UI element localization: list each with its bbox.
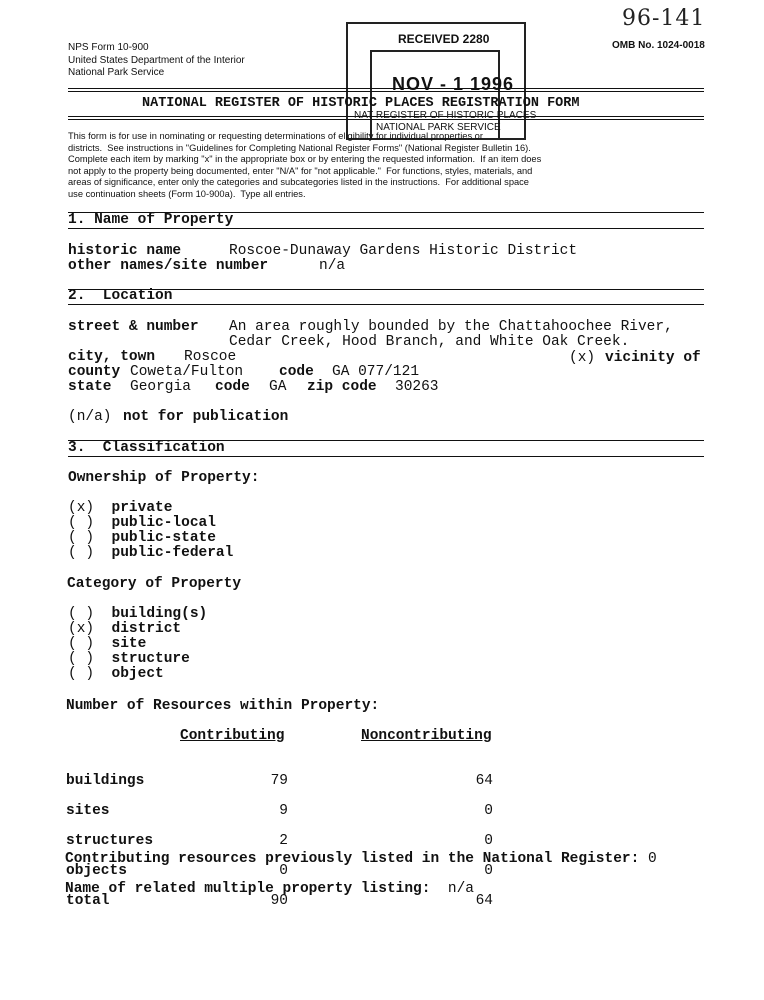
noncontributing-count: 0 — [484, 863, 493, 879]
historic-name-value: Roscoe-Dunaway Gardens Historic District — [229, 243, 578, 259]
resource-type: sites — [66, 803, 110, 819]
option-label: building(s) — [111, 606, 208, 622]
county-code-value: GA 077/121 — [332, 364, 420, 380]
noncontributing-count: 64 — [475, 893, 493, 909]
category-option — [68, 607, 207, 622]
previously-listed-row — [65, 852, 657, 867]
table-row — [66, 834, 493, 849]
street-label: street & number — [68, 319, 199, 335]
section2-rule-bottom — [68, 304, 704, 305]
instruction-line: Complete each item by marking "x" in the appropriate box or by entering the requested information. If an item does — [68, 154, 542, 164]
ownership-heading: Ownership of Property: — [68, 470, 260, 486]
title-rule-top — [68, 88, 704, 89]
other-names-label: other names/site number — [68, 258, 269, 274]
county-label: county — [68, 364, 121, 380]
section1-heading: 1. Name of Property — [68, 212, 234, 228]
category-option — [68, 622, 207, 637]
instruction-line: not apply to the property being documented, enter "N/A" for "not applicable." For functions, styles, materials, and — [68, 165, 533, 176]
resource-type: structures — [66, 833, 154, 849]
checkbox-mark: ( ) — [68, 606, 95, 622]
contributing-count: 9 — [279, 803, 288, 819]
form-title: NATIONAL REGISTER OF HISTORIC PLACES REGISTRATION FORM — [142, 96, 580, 111]
noncontributing-count: 0 — [484, 833, 493, 849]
stamp-register: NAT REGISTER OF HISTORIC PLACES — [354, 110, 537, 121]
section1-rule-bottom — [68, 228, 704, 229]
ownership-option — [68, 501, 233, 516]
category-list — [68, 607, 207, 682]
state-value: Georgia — [130, 379, 191, 395]
publication-checkbox: (n/a) — [68, 409, 112, 425]
noncontributing-column-header: Noncontributing — [361, 728, 492, 744]
vicinity-label: vicinity of — [605, 350, 701, 366]
multiple-listing-value: n/a — [447, 881, 474, 897]
handwritten-reference: 96-141 — [622, 6, 706, 31]
historic-name-label: historic name — [68, 243, 182, 259]
zip-value: 30263 — [395, 379, 439, 395]
city-label: city, town — [68, 349, 156, 365]
publication-label: not for publication — [123, 409, 289, 425]
ownership-option — [68, 531, 233, 546]
state-code-label: code — [215, 379, 250, 395]
checkbox-mark: ( ) — [68, 666, 95, 682]
multiple-listing-label: Name of related multiple property listing: — [65, 881, 431, 897]
resources-table — [66, 759, 493, 924]
option-label: private — [111, 500, 173, 516]
option-label: public-state — [111, 530, 216, 546]
contributing-column-header: Contributing — [180, 728, 285, 744]
ownership-list — [68, 501, 233, 561]
checkbox-mark: (x) — [68, 500, 95, 516]
contributing-count: 2 — [279, 833, 288, 849]
section3-heading: 3. Classification — [68, 440, 225, 456]
previously-listed-value: 0 — [648, 851, 657, 867]
resource-type: buildings — [66, 773, 145, 789]
multiple-listing-row — [65, 882, 474, 897]
section2-heading: 2. Location — [68, 288, 173, 304]
stamp-date: NOV - 1 1996 — [392, 74, 515, 94]
option-label: object — [111, 666, 164, 682]
checkbox-mark: ( ) — [68, 530, 95, 546]
checkbox-mark: (x) — [68, 621, 95, 637]
zip-label: zip code — [307, 379, 377, 395]
checkbox-mark: ( ) — [68, 651, 95, 667]
state-label: state — [68, 379, 112, 395]
option-label: structure — [111, 651, 190, 667]
previously-listed-label: Contributing resources previously listed in the National Register: — [65, 851, 640, 867]
county-value: Coweta/Fulton — [130, 364, 244, 380]
ownership-option — [68, 516, 233, 531]
other-names-value: n/a — [319, 258, 346, 274]
street-value-line2: Cedar Creek, Hood Branch, and White Oak Creek. — [229, 334, 630, 350]
category-option — [68, 667, 207, 682]
omb-number: OMB No. 1024-0018 — [612, 40, 705, 51]
option-label: district — [111, 621, 182, 637]
resources-heading: Number of Resources within Property: — [66, 698, 380, 714]
instruction-line: areas of significance, enter only the categories and subcategories listed in the instructions. For additional space — [68, 177, 529, 187]
form-number: NPS Form 10-900 — [68, 42, 149, 53]
checkbox-mark: ( ) — [68, 545, 95, 561]
checkbox-mark: ( ) — [68, 636, 95, 652]
title-rule-bottom — [68, 116, 704, 117]
instruction-line: districts. See instructions in "Guidelines for Completing National Register Forms" (National Register Bulletin 16). — [68, 142, 531, 153]
contributing-count: 0 — [279, 863, 288, 879]
noncontributing-count: 64 — [475, 773, 493, 789]
instructions — [68, 131, 541, 200]
table-row — [66, 804, 493, 819]
title-rule-bottom-2 — [68, 119, 704, 120]
resource-type: total — [66, 893, 110, 909]
option-label: public-federal — [111, 545, 234, 561]
state-code-value: GA — [269, 379, 287, 395]
instruction-line: This form is for use in nominating or requesting determinations of eligibility for individual properties or — [68, 131, 483, 141]
vicinity-checkbox: (x) — [569, 350, 596, 366]
noncontributing-count: 0 — [484, 803, 493, 819]
stamp-received: RECEIVED 2280 — [398, 32, 490, 46]
option-label: public-local — [111, 515, 216, 531]
checkbox-mark: ( ) — [68, 515, 95, 531]
street-value-line1: An area roughly bounded by the Chattahoochee River, — [229, 319, 673, 335]
contributing-count: 79 — [270, 773, 288, 789]
option-label: site — [111, 636, 147, 652]
instruction-line: use continuation sheets (Form 10-900a). Type all entries. — [68, 188, 306, 199]
section3-rule-bottom — [68, 456, 704, 457]
category-heading: Category of Property — [67, 576, 242, 592]
city-value: Roscoe — [184, 349, 237, 365]
table-row — [66, 774, 493, 789]
category-option — [68, 652, 207, 667]
county-code-label: code — [279, 364, 314, 380]
ownership-option — [68, 546, 233, 561]
contributing-count: 90 — [270, 893, 288, 909]
category-option — [68, 637, 207, 652]
resource-type: objects — [66, 863, 127, 879]
stamp-service: NATIONAL PARK SERVICE — [376, 122, 501, 133]
title-rule-top-2 — [68, 91, 704, 92]
department-name: United States Department of the Interior — [68, 55, 245, 66]
service-name: National Park Service — [68, 67, 165, 78]
